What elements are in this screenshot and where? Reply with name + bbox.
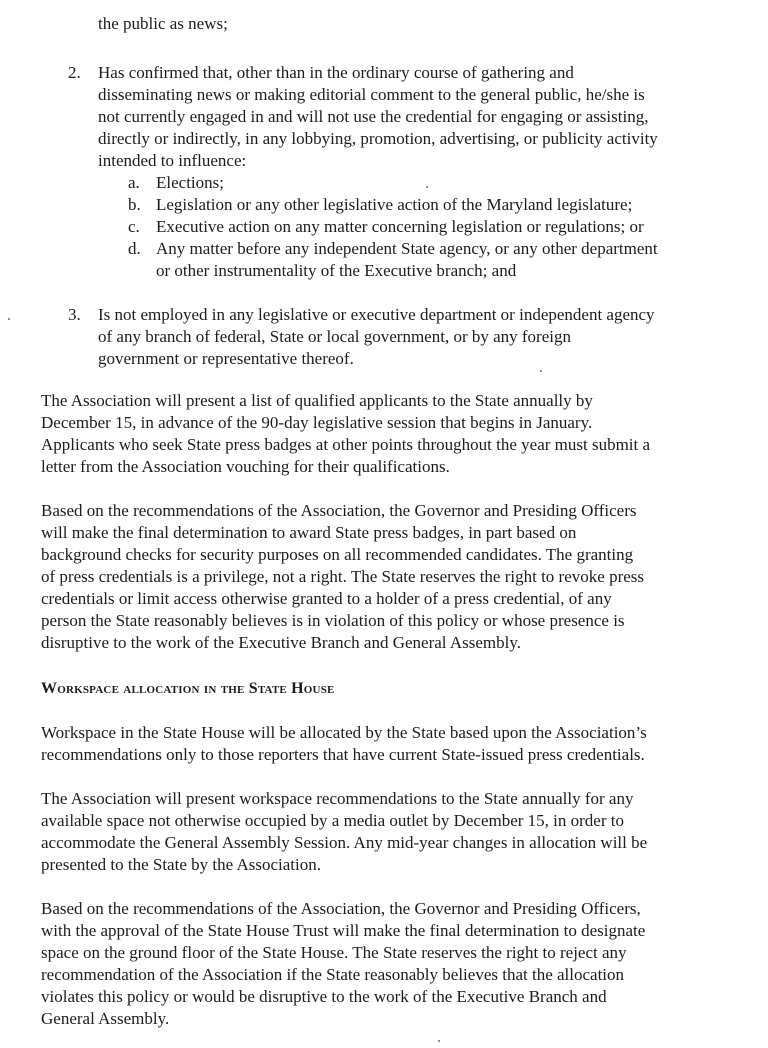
scan-speck [426,186,428,188]
paragraph-line: violates this policy or would be disruptive to the work of the Executive Branch and [41,987,607,1006]
list-item-line: intended to influence: [98,151,247,170]
scan-speck [8,318,10,320]
list-item-number: 3. [68,305,81,324]
paragraph-line: of press credentials is a privilege, not a right. The State reserves the right to revoke press [41,567,645,586]
paragraph-line: General Assembly. [41,1009,170,1028]
list-item-line: disseminating news or making editorial comment to the general public, he/she is [98,85,645,104]
subitem-line: Any matter before any independent State agency, or any other department [156,239,658,258]
paragraph-line: space on the ground floor of the State House. The State reserves the right to reject any [41,943,627,962]
paragraph-line: will make the final determination to award State press badges, in part based on [41,523,577,542]
subitem-letter: c. [128,217,140,236]
list-item-line: Has confirmed that, other than in the ordinary course of gathering and [98,63,574,82]
list-item-line: not currently engaged in and will not use the credential for engaging or assisting, [98,107,649,126]
list-item-line: government or representative thereof. [98,349,354,368]
subitem-letter: d. [128,239,141,258]
scan-speck [540,370,542,372]
paragraph-line: recommendations only to those reporters that have current State-issued press credentials. [41,745,645,764]
list-item-number: 2. [68,63,81,82]
paragraph-line: background checks for security purposes on all recommended candidates. The granting [41,545,634,564]
paragraph-line: Applicants who seek State press badges at other points throughout the year must submit a [41,435,651,454]
list-item-line: of any branch of federal, State or local government, or by any foreign [98,327,571,346]
paragraph-line: accommodate the General Assembly Session. Any mid-year changes in allocation will be [41,833,648,852]
paragraph-line: Based on the recommendations of the Association, the Governor and Presiding Officers, [41,899,641,918]
paragraph-line: Workspace in the State House will be allocated by the State based upon the Association’s [41,723,647,742]
list-item-line: directly or indirectly, in any lobbying, promotion, advertising, or publicity activity [98,129,658,148]
paragraph-line: Based on the recommendations of the Association, the Governor and Presiding Officers [41,501,637,520]
paragraph-line: with the approval of the State House Trust will make the final determination to designate [41,921,646,940]
paragraph-line: December 15, in advance of the 90-day legislative session that begins in January. [41,413,593,432]
subitem-line: Elections; [156,173,224,192]
scan-speck [438,1040,440,1042]
paragraph-line: The Association will present a list of qualified applicants to the State annually by [41,391,593,410]
paragraph-line: letter from the Association vouching for their qualifications. [41,457,450,476]
continuation-line: the public as news; [98,14,228,33]
paragraph-line: disruptive to the work of the Executive Branch and General Assembly. [41,633,521,652]
subitem-line: Executive action on any matter concerning legislation or regulations; or [156,217,644,236]
subitem-letter: a. [128,173,140,192]
subitem-line: Legislation or any other legislative action of the Maryland legislature; [156,195,633,214]
paragraph-line: person the State reasonably believes is in violation of this policy or whose presence is [41,611,625,630]
paragraph-line: available space not otherwise occupied by a media outlet by December 15, in order to [41,811,624,830]
paragraph-line: presented to the State by the Association. [41,855,321,874]
list-item-line: Is not employed in any legislative or executive department or independent agency [98,305,655,324]
section-heading: Workspace allocation in the State House [41,680,335,697]
paragraph-line: recommendation of the Association if the State reasonably believes that the allocation [41,965,625,984]
paragraph-line: The Association will present workspace recommendations to the State annually for any [41,789,634,808]
paragraph-line: credentials or limit access otherwise granted to a holder of a press credential, of any [41,589,612,608]
subitem-line: or other instrumentality of the Executive branch; and [156,261,517,280]
subitem-letter: b. [128,195,141,214]
